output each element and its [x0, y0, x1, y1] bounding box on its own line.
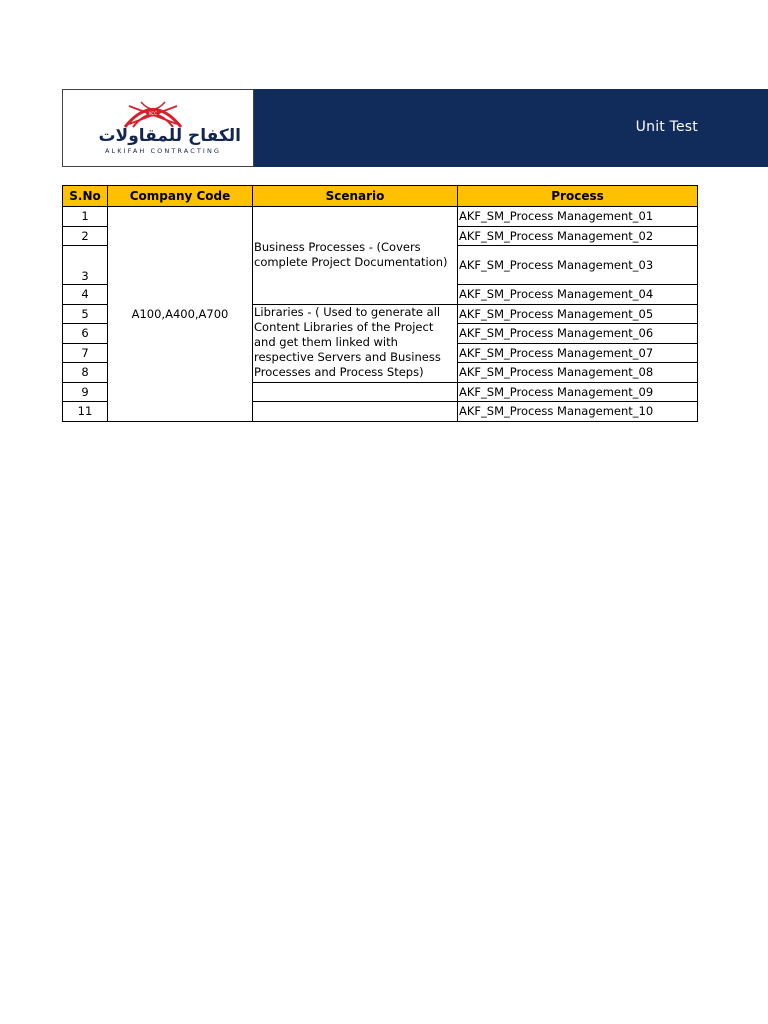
scenario-cell-empty	[253, 402, 458, 422]
process-cell: AKF_SM_Process Management_08	[458, 363, 698, 383]
table-row	[63, 207, 698, 227]
process-table	[62, 185, 698, 422]
process-cell: AKF_SM_Process Management_07	[458, 343, 698, 363]
sno-cell: 6	[63, 324, 108, 344]
logo-latin-text: ALKIFAH CONTRACTING	[104, 147, 222, 155]
process-cell: AKF_SM_Process Management_09	[458, 382, 698, 402]
process-cell: AKF_SM_Process Management_02	[458, 226, 698, 246]
sno-cell: 7	[63, 343, 108, 363]
sno-cell: 4	[63, 285, 108, 305]
document-header	[62, 89, 768, 167]
scenario-cell: Business Processes - (Covers complete Project Documentation)	[253, 207, 458, 305]
globe-arch-icon	[121, 98, 185, 128]
process-cell: AKF_SM_Process Management_05	[458, 304, 698, 324]
process-cell: AKF_SM_Process Management_10	[458, 402, 698, 422]
sno-cell: 2	[63, 226, 108, 246]
sno-cell: 5	[63, 304, 108, 324]
column-header-scenario: Scenario	[253, 186, 458, 207]
table-header-row	[63, 186, 698, 207]
logo-arabic-text: الكفاح للمقاولات	[98, 126, 241, 146]
title-banner	[254, 89, 768, 167]
sno-cell: 1	[63, 207, 108, 227]
sno-cell: 9	[63, 382, 108, 402]
process-cell: AKF_SM_Process Management_06	[458, 324, 698, 344]
column-header-company-code: Company Code	[108, 186, 253, 207]
logo-emblem-badge: KCC	[149, 111, 157, 116]
sno-cell: 8	[63, 363, 108, 383]
scenario-cell: Libraries - ( Used to generate all Content Libraries of the Project and get them linked with respective Servers and Business Processes and Process Steps)	[253, 304, 458, 382]
page-title: Unit Test	[635, 119, 698, 135]
process-cell: AKF_SM_Process Management_03	[458, 246, 698, 285]
company-logo	[62, 89, 254, 167]
sno-cell: 3	[63, 246, 108, 285]
process-cell: AKF_SM_Process Management_04	[458, 285, 698, 305]
column-header-sno: S.No	[63, 186, 108, 207]
sno-cell: 11	[63, 402, 108, 422]
process-cell: AKF_SM_Process Management_01	[458, 207, 698, 227]
scenario-cell-empty	[253, 382, 458, 402]
company-code-cell: A100,A400,A700	[108, 207, 253, 422]
column-header-process: Process	[458, 186, 698, 207]
